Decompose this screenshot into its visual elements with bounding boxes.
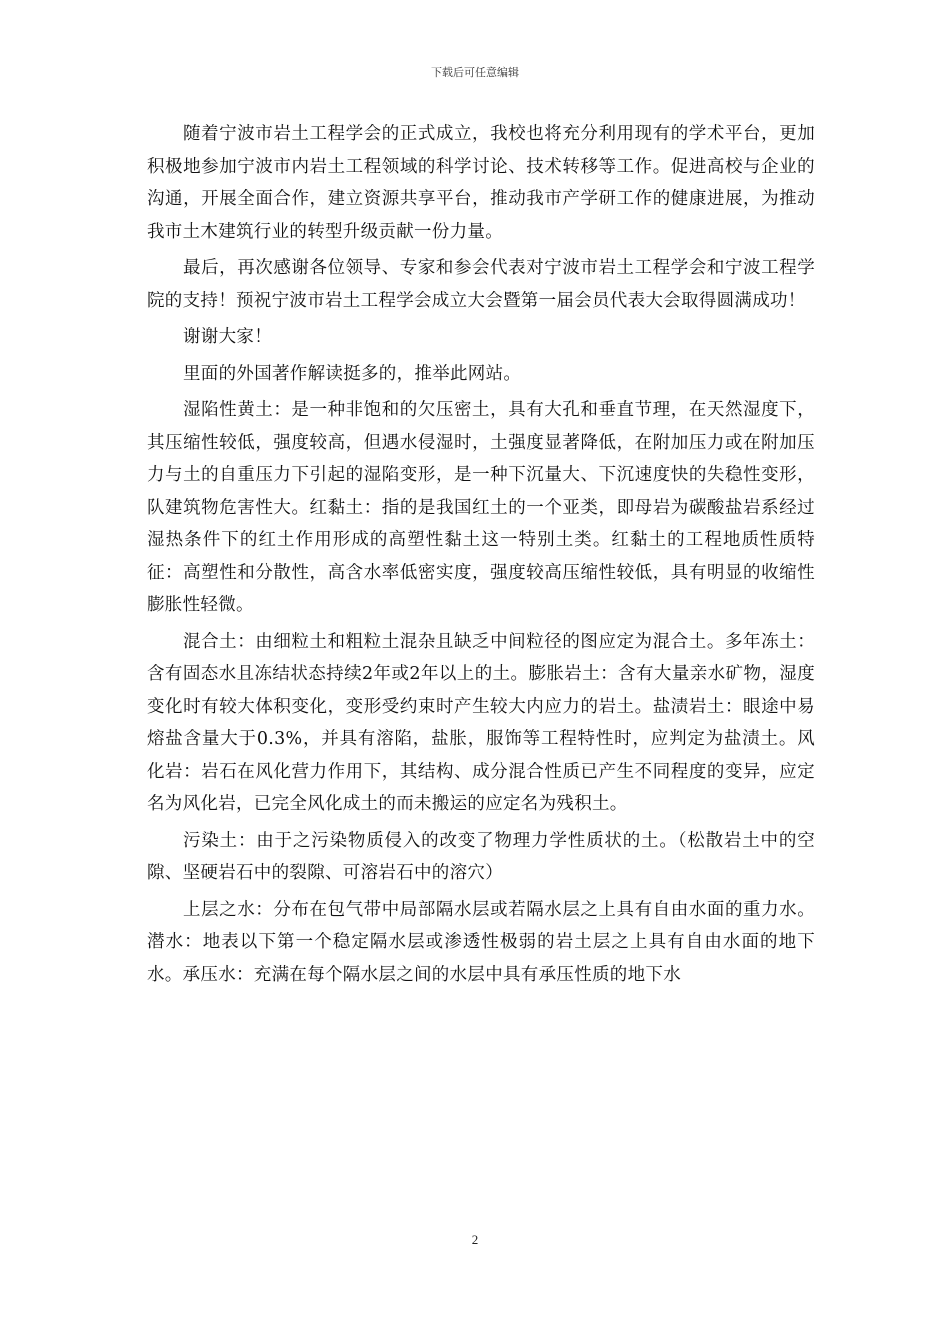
paragraph-mixed-soil: 混合土：由细粒土和粗粒土混杂且缺乏中间粒径的图应定为混合土。多年冻土：含有固态水且冻结状态持续2年或2年以上的土。膨胀岩土：含有大量亲水矿物，湿度变化时有较大体积变化，变形受约束时产生较大内应力的岩土。盐渍岩土：眼途中易熔盐含量大于0.3%，并具有溶陷，盐胀，服饰等工程特性时，应判定为盐渍土。风化岩：岩石在风化营力作用下，其结构、成分混合性质已产生不同程度的变异，应定名为风化岩，已完全风化成土的而未搬运的应定名为残积土。 — [147, 631, 815, 814]
paragraph-institute-cooperation: 随着宁波市岩土工程学会的正式成立，我校也将充分利用现有的学术平台，更加积极地参加宁波市内岩土工程领域的科学讨论、技术转移等工作。促进高校与企业的沟通，开展全面合作，建立资源共享平台，推动我市产学研工作的健康进展，为推动我市土木建筑行业的转型升级贡献一份力量。 — [147, 124, 815, 242]
page-number: 2 — [471, 1232, 479, 1247]
paragraph-collapsible-loess: 湿陷性黄土：是一种非饱和的欠压密土，具有大孔和垂直节理，在天然湿度下，其压缩性较低，强度较高，但遇水侵湿时，土强度显著降低，在附加压力或在附加压力与土的自重压力下引起的湿陷变形，是一种下沉量大、下沉速度快的失稳性变形，队建筑物危害性大。红黏土：指的是我国红土的一个亚类，即母岩为碳酸盐岩系经过湿热条件下的红土作用形成的高塑性黏土这一特别土类。红黏土的工程地质性质特征：高塑性和分散性，高含水率低密实度，强度较高压缩性较低，具有明显的收缩性膨胀性轻微。 — [147, 400, 815, 615]
paragraph-website-recommendation: 里面的外国著作解读挺多的，推举此网站。 — [183, 363, 522, 384]
document-body — [147, 118, 815, 995]
page-header: 下载后可任意编辑 — [431, 66, 519, 79]
paragraph-thank-you: 谢谢大家！ — [183, 327, 272, 347]
paragraph-thanks-and-wishes: 最后，再次感谢各位领导、专家和参会代表对宁波市岩土工程学会和宁波工程学院的支持！预祝宁波市岩土工程学会成立大会暨第一届会员代表大会取得圆满成功！ — [147, 258, 815, 311]
paragraph-contaminated-soil: 污染土：由于之污染物质侵入的改变了物理力学性质状的土。（松散岩土中的空隙、坚硬岩石中的裂隙、可溶岩石中的溶穴） — [147, 830, 815, 883]
paragraph-groundwater: 上层之水：分布在包气带中局部隔水层或若隔水层之上具有自由水面的重力水。潜水：地表以下第一个稳定隔水层或渗透性极弱的岩土层之上具有自由水面的地下水。承压水：充满在每个隔水层之间的水层中具有承压性质的地下水 — [147, 899, 815, 985]
